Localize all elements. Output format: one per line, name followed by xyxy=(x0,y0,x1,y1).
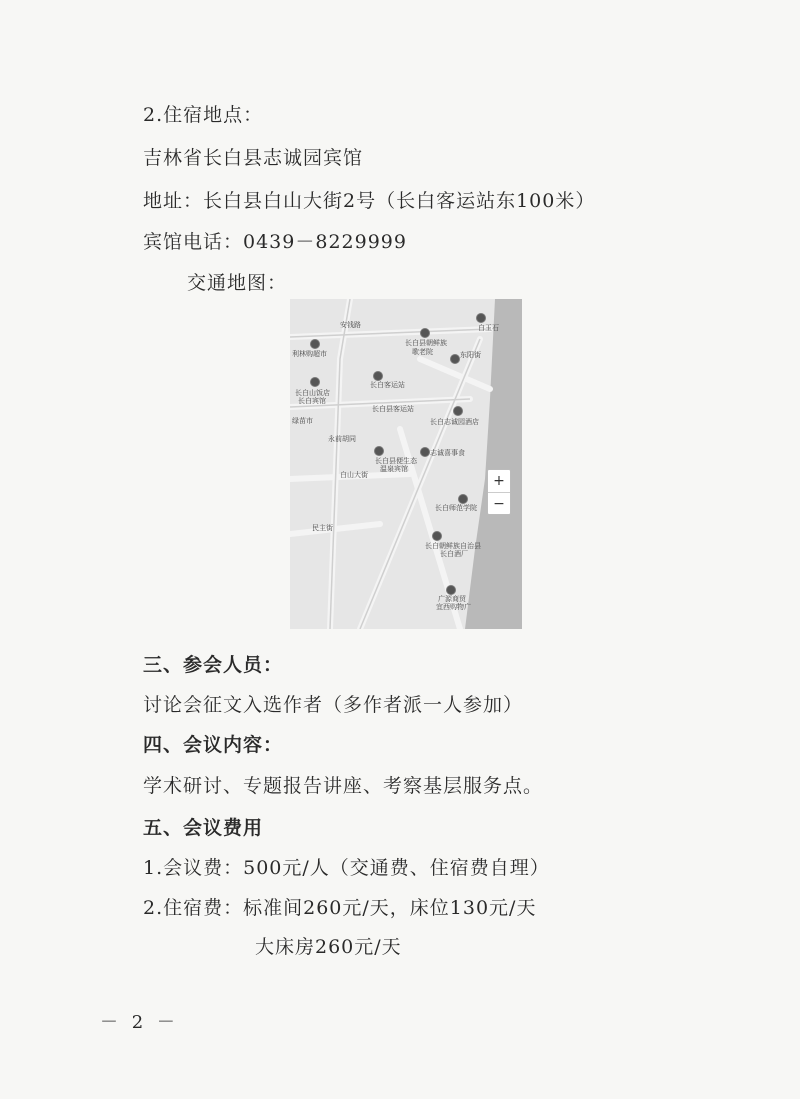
map-label: 长白客运站 xyxy=(370,381,405,389)
zoom-in-button[interactable]: + xyxy=(488,470,510,493)
map-label: 白玉石 xyxy=(478,324,499,332)
map-pin-icon[interactable] xyxy=(310,377,320,387)
traffic-map[interactable] xyxy=(290,299,522,629)
map-pin-icon[interactable] xyxy=(453,406,463,416)
map-label: 白山大街 xyxy=(340,471,368,479)
fee-king-room: 大床房260元/天 xyxy=(255,936,402,958)
map-pin-icon[interactable] xyxy=(374,446,384,456)
map-pin-icon[interactable] xyxy=(458,494,468,504)
map-label: 永前胡同 xyxy=(328,435,356,443)
map-label: 长白朝鲜族自治县 xyxy=(425,542,481,550)
map-pin-icon[interactable] xyxy=(450,354,460,364)
map-label: 安钱路 xyxy=(340,321,361,329)
map-label: 长白县便生态 xyxy=(375,457,417,465)
map-label: 民主街 xyxy=(312,524,333,532)
fee-lodging: 2.住宿费：标准间260元/天，床位130元/天 xyxy=(143,897,537,919)
hotel-name: 吉林省长白县志诚园宾馆 xyxy=(143,147,364,169)
page-number: － 2 － xyxy=(100,1012,179,1033)
zoom-out-button[interactable]: − xyxy=(493,496,505,512)
section4-heading: 四、会议内容： xyxy=(143,734,284,756)
map-label: 交通地图： xyxy=(187,272,288,294)
map-label: 长白山饭店 xyxy=(295,389,330,397)
map-label: 长白县朝鲜族 xyxy=(405,339,447,347)
map-label: 歌老院 xyxy=(412,348,433,356)
hotel-phone: 宾馆电话：0439－8229999 xyxy=(143,231,407,253)
fee-meeting: 1.会议费：500元/人（交通费、住宿费自理） xyxy=(143,857,550,879)
map-pin-icon[interactable] xyxy=(373,371,383,381)
hotel-address: 地址：长白县白山大街2号（长白客运站东100米） xyxy=(143,190,596,212)
map-label: 长白县客运站 xyxy=(372,405,414,413)
map-label: 温泉宾馆 xyxy=(380,465,408,473)
map-label: 长白酒厂 xyxy=(440,550,468,558)
map-pin-icon[interactable] xyxy=(420,447,430,457)
map-pin-icon[interactable] xyxy=(420,328,430,338)
map-pin-icon[interactable] xyxy=(476,313,486,323)
map-label: 宜西购物广 xyxy=(436,603,471,611)
map-label: 绿苗市 xyxy=(292,417,313,425)
map-zoom-control xyxy=(487,469,511,515)
map-pin-icon[interactable] xyxy=(310,339,320,349)
map-pin-icon[interactable] xyxy=(432,531,442,541)
map-label: 长白宾馆 xyxy=(298,397,326,405)
map-label: 广源商贸 xyxy=(438,595,466,603)
map-label: 东阳街 xyxy=(460,351,481,359)
section4-body: 学术研讨、专题报告讲座、考察基层服务点。 xyxy=(143,775,544,797)
map-label: 长白志诚园酒店 xyxy=(430,418,479,426)
section3-heading: 三、参会人员： xyxy=(143,654,284,676)
map-pin-icon[interactable] xyxy=(446,585,456,595)
section5-heading: 五、会议费用 xyxy=(143,817,264,839)
section3-body: 讨论会征文入选作者（多作者派一人参加） xyxy=(143,694,524,716)
map-label: 长白师范学院 xyxy=(435,504,477,512)
map-label: 志诚喜事食 xyxy=(430,449,465,457)
lodging-heading: 2.住宿地点： xyxy=(143,104,264,126)
map-label: 利林购超市 xyxy=(292,350,327,358)
